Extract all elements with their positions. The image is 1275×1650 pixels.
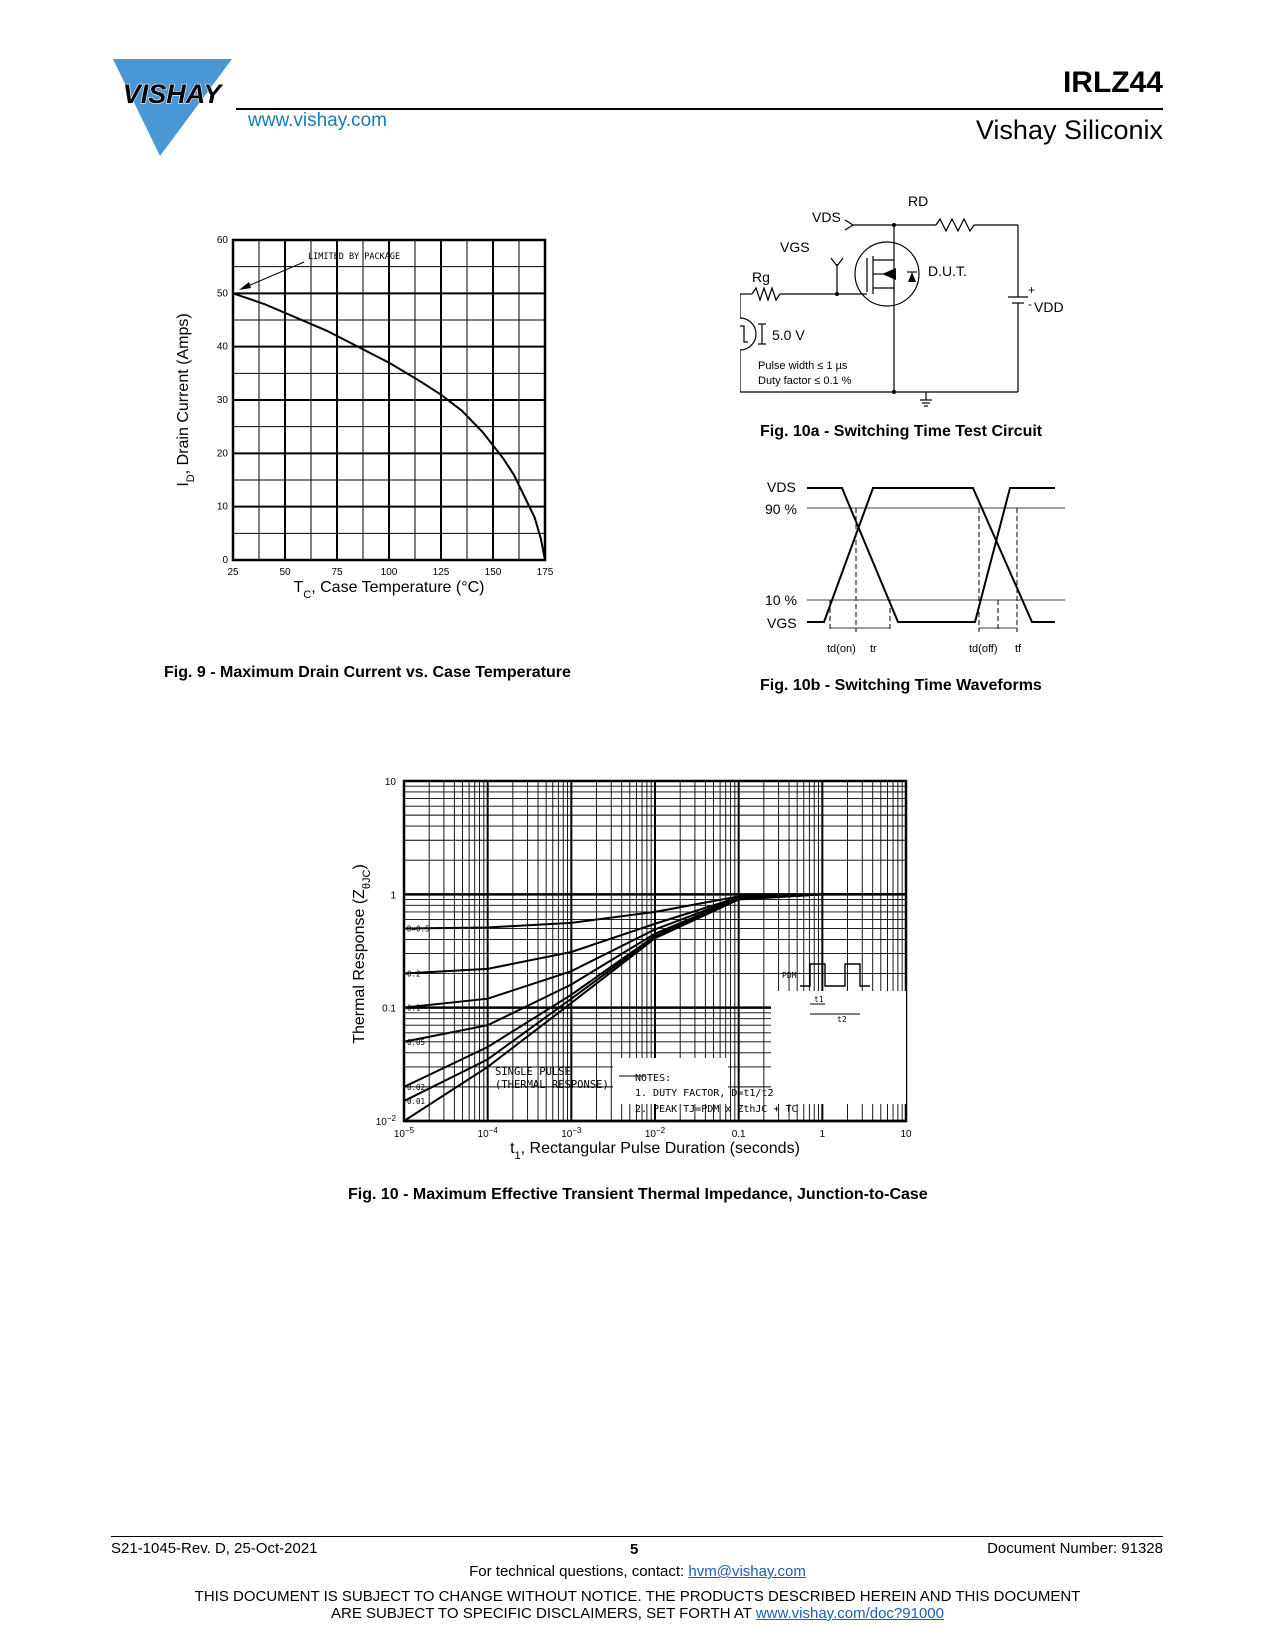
logo-text: VISHAY xyxy=(122,79,222,109)
fig10-series-label: 0.05 xyxy=(407,1037,426,1047)
tdon-label: td(on) xyxy=(827,643,856,655)
body-diode xyxy=(908,272,916,282)
fig10-y-label: Thermal Response $(Z_{\theta JC})$ xyxy=(351,864,373,1044)
fig10-x-tick: 10 xyxy=(900,1129,912,1140)
single-pulse-label-2: (THERMAL RESPONSE) xyxy=(495,1079,609,1091)
contact-text: For technical questions, contact: xyxy=(469,1563,689,1580)
pulse-width: Pulse width ≤ 1 µs xyxy=(758,360,848,372)
vdd-plus: + xyxy=(1028,283,1036,297)
fig9-caption: Fig. 9 - Maximum Drain Current vs. Case Temperature xyxy=(164,664,571,681)
fig9-x-tick: 175 xyxy=(536,567,554,578)
fig10-series-label: 0.01 xyxy=(407,1097,426,1107)
fig10-x-label: $t_1$, Rectangular Pulse Duration (seconds) xyxy=(510,1140,800,1162)
fig9-annotation: LIMITED BY PACKAGE xyxy=(308,252,401,262)
node-drain xyxy=(892,223,896,227)
fig10-x-tick: $10^{-3}$ xyxy=(561,1125,582,1140)
pulse-voltage: 5.0 V xyxy=(772,327,805,343)
fig10-caption: Fig. 10 - Maximum Effective Transient Thermal Impedance, Junction-to-Case xyxy=(348,1186,928,1203)
fig10b-caption: Fig. 10b - Switching Time Waveforms xyxy=(760,677,1042,694)
rg-resistor xyxy=(752,288,780,300)
page-number: 5 xyxy=(630,1541,639,1558)
vds-wave-label: VDS xyxy=(767,479,796,495)
fig10-x-tick: 0.1 xyxy=(731,1129,746,1140)
company-name: Vishay Siliconix xyxy=(975,115,1163,145)
vgs-label: VGS xyxy=(780,239,810,255)
node-gate xyxy=(835,292,839,296)
notes-box xyxy=(771,991,906,1104)
pulse-symbol xyxy=(740,326,748,342)
fig9-y-tick: 40 xyxy=(216,341,228,353)
duty-factor: Duty factor ≤ 0.1 % xyxy=(758,375,852,387)
fig10-x-tick: $10^{-4}$ xyxy=(477,1125,498,1140)
fig10-series-label: D=0.5 xyxy=(407,924,430,934)
document-number: Document Number: 91328 xyxy=(987,1540,1163,1557)
fig10-x-tick: $10^{-2}$ xyxy=(644,1125,666,1140)
vishay-logo xyxy=(110,58,235,158)
vdd-minus: - xyxy=(1028,297,1032,311)
fig9-y-tick: 60 xyxy=(216,235,228,246)
rd-resistor xyxy=(936,219,974,231)
website-link[interactable]: www.vishay.com xyxy=(248,110,388,131)
rg-label: Rg xyxy=(752,269,770,285)
tdoff-label: td(off) xyxy=(969,643,998,655)
fig10a-caption: Fig. 10a - Switching Time Test Circuit xyxy=(760,423,1043,440)
notes-title: NOTES: xyxy=(635,1073,672,1084)
disclaimer-line-2 xyxy=(0,1605,1275,1622)
revision: S21-1045-Rev. D, 25-Oct-2021 xyxy=(111,1540,318,1557)
fig10-y-tick: 0.1 xyxy=(382,1003,396,1015)
fig9-x-tick: 125 xyxy=(432,567,450,578)
note-1: 1. DUTY FACTOR, D=t1/t2 xyxy=(635,1088,774,1099)
vds-label: VDS xyxy=(812,209,841,225)
tf-label: tf xyxy=(1015,643,1022,655)
fig9-y-tick: 10 xyxy=(216,501,228,513)
fig10-series-label: 0.02 xyxy=(407,1082,426,1092)
t2-label: t2 xyxy=(837,1015,847,1024)
pdm-label: PDM xyxy=(782,971,797,980)
p90-label: 90 % xyxy=(765,501,797,517)
t1-label: t1 xyxy=(814,995,824,1004)
fig10-y-tick: $10^{-2}$ xyxy=(375,1113,396,1128)
fig9-chart xyxy=(168,222,568,612)
fig10-y-tick: 10 xyxy=(384,777,396,788)
fig10-series-label: 0.1 xyxy=(407,1003,421,1013)
disclaimer-link[interactable]: www.vishay.com/doc?91000 xyxy=(755,1605,944,1622)
fig9-x-label: $T_C$, Case Temperature (°C) xyxy=(293,579,485,601)
disclaimer-1: THIS DOCUMENT IS SUBJECT TO CHANGE WITHOUT NOTICE. THE PRODUCTS DESCRIBED HEREIN AND THIS DOCUMENT xyxy=(194,1588,1081,1605)
fig10-x-tick: 1 xyxy=(819,1129,826,1140)
contact-line xyxy=(0,1563,1275,1580)
part-number: IRLZ44 xyxy=(1062,66,1163,99)
node-source xyxy=(892,390,896,394)
fig9-x-tick: 150 xyxy=(484,567,502,578)
mosfet-arrow xyxy=(882,268,896,280)
p10-label: 10 % xyxy=(765,592,797,608)
vgs-wave-label: VGS xyxy=(767,615,797,631)
fig10-chart xyxy=(345,776,915,1171)
note-2: 2. PEAK TJ=PDM x ZthJC + TC xyxy=(635,1104,798,1115)
rd-label: RD xyxy=(908,196,929,209)
pulse-source xyxy=(740,318,756,350)
fig10a-circuit xyxy=(740,196,1070,414)
fig9-x-tick: 75 xyxy=(331,567,343,578)
fig9-y-tick: 0 xyxy=(222,555,228,566)
fig10-x-tick: $10^{-5}$ xyxy=(393,1125,415,1140)
tr-label: tr xyxy=(870,643,877,655)
fig9-x-tick: 25 xyxy=(227,567,239,578)
fig9-y-tick: 30 xyxy=(216,395,228,406)
contact-email[interactable]: hvm@vishay.com xyxy=(688,1563,806,1580)
dut-label: D.U.T. xyxy=(928,263,967,279)
fig9-y-tick: 50 xyxy=(216,288,228,300)
vdd-label: VDD xyxy=(1034,299,1064,315)
single-pulse-label-1: SINGLE PULSE xyxy=(495,1066,571,1078)
footer-rule xyxy=(111,1536,1163,1537)
fig10b-waveforms xyxy=(755,472,1075,662)
fig9-x-tick: 50 xyxy=(279,567,291,578)
disclaimer-2: ARE SUBJECT TO SPECIFIC DISCLAIMERS, SET FORTH AT xyxy=(331,1605,756,1622)
fig9-y-label: $I_D$, Drain Current (Amps) xyxy=(175,313,197,487)
fig9-y-tick: 20 xyxy=(216,448,228,460)
vds-arrow xyxy=(845,220,853,230)
fig9-x-tick: 100 xyxy=(380,567,398,578)
fig10-y-tick: 1 xyxy=(390,890,396,902)
fig10-series-label: 0.2 xyxy=(407,969,421,979)
